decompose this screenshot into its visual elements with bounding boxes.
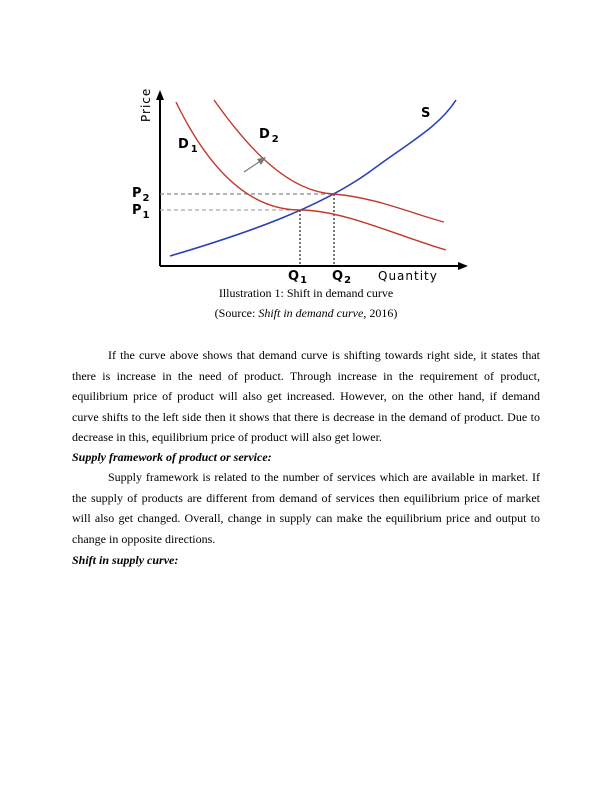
demand-shift-diagram [128, 88, 468, 288]
section-heading-supply-framework: Supply framework of product or service: [72, 450, 272, 464]
demand-curve-d2 [214, 100, 444, 222]
source-prefix: (Source: [214, 306, 259, 320]
q2-subscript: 2 [344, 275, 352, 286]
q2-label [332, 269, 351, 286]
d1-subscript: 1 [190, 144, 198, 155]
supply-curve [170, 100, 456, 256]
body-paragraph-2: Supply framework is related to the number of services which are available in market. If the supply of products are different from demand of services then equilibrium price of market will also get changed. Overall, change in supply can make the equilibrium price and output to change in opposite directions. [72, 470, 540, 546]
p2-letter: P [132, 186, 142, 201]
d1-letter: D [178, 137, 189, 152]
figure-caption: Illustration 1: Shift in demand curve [218, 286, 394, 300]
source-title: Shift in demand curve [258, 306, 364, 320]
source-suffix: , 2016) [363, 306, 398, 320]
p1-letter: P [132, 203, 142, 218]
d2-subscript: 2 [271, 134, 279, 145]
figure-source [0, 306, 612, 321]
shift-arrow-head [257, 157, 266, 165]
q1-subscript: 1 [300, 275, 308, 286]
x-axis-label: Quantity [378, 269, 438, 283]
p2-subscript: 2 [142, 193, 150, 204]
d1-label [178, 137, 198, 155]
demand-shift-figure [128, 88, 468, 288]
supply-label: S [421, 106, 431, 121]
body-paragraph-1: If the curve above shows that demand curve is shifting towards right side, it states that there is increase in the need of product. Through increase in the requirement of product, equilibrium price of product will also get increased. However, on the other hand, if demand curve shifts to the left side then it shows that there is decrease in the demand of product. Due to decrease in this, equilibrium price of product will also get lower. [72, 348, 540, 445]
y-axis-arrow [156, 90, 164, 100]
y-axis-label: Price [139, 88, 153, 122]
d2-label [259, 127, 279, 145]
p2-label [132, 186, 150, 204]
d2-letter: D [259, 127, 270, 142]
p1-subscript: 1 [142, 210, 150, 221]
q1-letter: Q [288, 269, 300, 284]
q2-letter: Q [332, 269, 344, 284]
section-heading-supply-shift: Shift in supply curve: [72, 553, 179, 567]
x-axis-arrow [458, 262, 468, 270]
q1-label [288, 269, 307, 286]
p1-label [132, 203, 150, 221]
demand-curve-d1 [176, 102, 446, 250]
